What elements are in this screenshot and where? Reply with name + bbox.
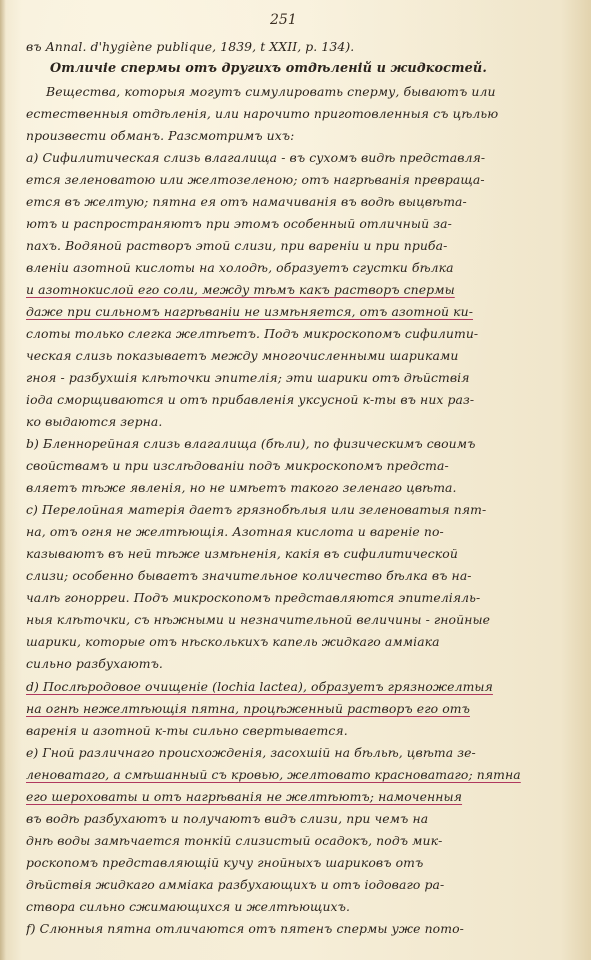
text-line-1: въ Annal. d'hygiène publique, 1839, t XXII, p. 134). (26, 39, 355, 54)
text-line-33: e) Гной различнаго происхожденія, засохшій на бѣльѣ, цвѣта зе- (26, 745, 476, 760)
text-line-10: пахъ. Водяной растворъ этой слизи, при вареніи и при приба- (26, 238, 448, 253)
text-line-22: c) Перелойная матерія даетъ грязнобѣлыя или зеленоватыя пят- (26, 502, 487, 517)
text-line-3: Вещества, которыя могутъ симулировать сперму, бываютъ или (46, 84, 496, 99)
text-line-36: въ водѣ разбухаютъ и получаютъ видъ слизи, при чемъ на (26, 811, 429, 826)
section-heading: Отличіе спермы отъ другихъ отдѣленій и жидкостей. (50, 61, 487, 76)
text-line-27: ныя клѣточки, съ нѣжными и незначительной величины - гнойные (26, 612, 491, 627)
text-line-9: ютъ и распространяютъ при этомъ особенный отличный за- (26, 216, 452, 231)
text-line-32: варенія и азотной к-ты сильно свертывается. (26, 723, 348, 738)
text-line-11: вленіи азотной кислоты на холодѣ, образуетъ сгустки бѣлка (26, 260, 454, 275)
text-line-34: леноватаго, а смѣшанный съ кровью, желтовато красноватаго; пятна (26, 767, 521, 782)
text-line-14: слоты только слегка желтѣетъ. Подъ микроскопомъ сифилити- (26, 326, 479, 341)
text-line-28: шарики, которые отъ нѣсколькихъ капель жидкаго аммiака (26, 634, 440, 649)
text-line-15: ческая слизь показываетъ между многочисленными шариками (26, 348, 459, 363)
page-edge-shadow (0, 0, 6, 960)
text-line-40: створа сильно сжимающихся и желтѣющихъ. (26, 899, 351, 914)
handwritten-text-block (26, 36, 577, 940)
text-line-21: вляетъ тѣже явленія, но не имѣетъ такого зеленаго цвѣта. (26, 480, 457, 495)
text-line-37: днѣ воды замѣчается тонкій слизистый осадокъ, подъ мик- (26, 833, 443, 848)
text-line-41: f) Слюнныя пятна отличаются отъ пятенъ спермы уже пото- (26, 921, 464, 936)
text-line-29: сильно разбухаютъ. (26, 656, 163, 671)
text-line-24: казываютъ въ ней тѣже измѣненія, какія въ сифилитической (26, 546, 458, 561)
text-line-20: свойствамъ и при изслѣдованіи подъ микроскопомъ предста- (26, 458, 449, 473)
text-line-39: дѣйствія жидкаго аммiака разбухающихъ и отъ іодоваго ра- (26, 877, 445, 892)
text-line-18: ко выдаются зерна. (26, 414, 163, 429)
text-line-6: а) Сифилитическая слизь влагалища - въ сухомъ видѣ представля- (26, 150, 486, 165)
text-line-25: слизи; особенно бываетъ значительное количество бѣлка въ на- (26, 568, 472, 583)
text-line-12: и азотнокислой его соли, между тѣмъ какъ растворъ спермы (26, 282, 455, 297)
text-line-30: d) Послѣродовое очищеніе (lochia lactea), образуетъ грязножелтыя (26, 679, 493, 694)
text-line-5: произвести обманъ. Разсмотримъ ихъ: (26, 128, 295, 143)
text-line-26: чалѣ гонорреи. Подъ микроскопомъ представляются эпителіяль- (26, 590, 481, 605)
text-line-23: на, отъ огня не желтѣющія. Азотная кислота и вареніе по- (26, 524, 444, 539)
text-line-13: даже при сильномъ нагрѣваніи не измѣняется, отъ азотной ки- (26, 304, 474, 319)
text-line-8: ется въ желтую; пятна ея отъ намачиванія въ водѣ выцвѣта- (26, 194, 467, 209)
text-line-16: гноя - разбухшія клѣточки эпителія; эти шарики отъ дѣйствія (26, 370, 470, 385)
text-line-19: b) Бленнорейная слизь влагалища (бѣли), по физическимъ своимъ (26, 436, 476, 451)
text-line-4: естественныя отдѣленія, или нарочито приготовленныя съ цѣлью (26, 106, 499, 121)
page-number: 251 (270, 12, 297, 28)
text-line-7: ется зеленоватою или желтозеленою; отъ нагрѣванія превраща- (26, 172, 485, 187)
text-line-38: роскопомъ представляющій кучу гнойныхъ шариковъ отъ (26, 855, 424, 870)
text-line-31: на огнѣ нежелтѣющія пятна, процѣженный растворъ его отъ (26, 701, 470, 716)
text-line-17: іода сморщиваются и отъ прибавленія уксусной к-ты въ них раз- (26, 392, 475, 407)
text-line-35: его шероховаты и отъ нагрѣванія не желтѣютъ; намоченныя (26, 789, 463, 804)
